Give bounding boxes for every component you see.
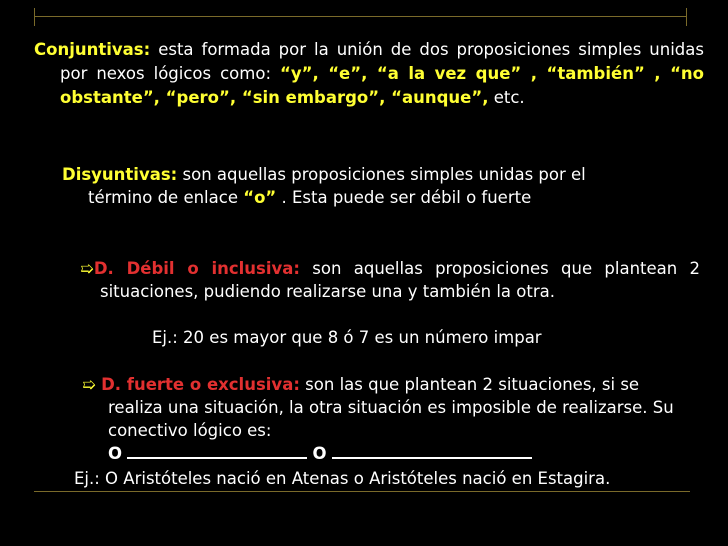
- disyuntivas-paragraph: [62, 163, 652, 209]
- fuerte-text: son las que plantean 2 situaciones, si se realiza una situación, la otra situación es imposible de realizarse. Su conectivo lógico es:: [108, 375, 674, 440]
- fuerte-connective-2: O: [312, 444, 327, 463]
- fuerte-connective-1: O: [108, 444, 123, 463]
- debil-text: son aquellas proposiciones que plantean 2 situaciones, pudiendo realizarse una y también la otra.: [100, 259, 701, 301]
- top-rule-tick-right: [686, 8, 687, 26]
- fuerte-blank-2: [332, 457, 532, 459]
- fuerte-paragraph: [82, 373, 682, 465]
- top-rule: [34, 16, 686, 17]
- conjuntivas-term: Conjuntivas:: [34, 40, 151, 59]
- bottom-rule: [34, 491, 690, 492]
- fuerte-example: Ej.: O Aristóteles nació en Atenas o Aristóteles nació en Estagira.: [74, 469, 611, 488]
- debil-paragraph: [80, 257, 700, 303]
- disyuntivas-term: Disyuntivas:: [62, 165, 178, 184]
- conjuntivas-paragraph: [34, 38, 704, 110]
- debil-term: D. Débil o inclusiva:: [93, 259, 301, 278]
- conjuntivas-text: esta formada por la unión de dos proposiciones simples unidas por nexos lógicos como:: [60, 40, 704, 83]
- arrow-icon: ➯: [80, 259, 94, 278]
- disyuntivas-text: son aquellas proposiciones simples unidas por el término de enlace: [88, 165, 586, 207]
- arrow-icon: ➯: [82, 375, 96, 394]
- conjuntivas-nexos: “y”, “e”, “a la vez que” , “también” , “no obstante”, “pero”, “sin embargo”, “aunque”,: [60, 64, 704, 107]
- fuerte-blank-1: [127, 457, 307, 459]
- disyuntivas-text-end: . Esta puede ser débil o fuerte: [276, 188, 532, 207]
- conjuntivas-etc: etc.: [488, 88, 525, 107]
- fuerte-term: D. fuerte o exclusiva:: [101, 375, 300, 394]
- debil-example: Ej.: 20 es mayor que 8 ó 7 es un número impar: [152, 328, 542, 347]
- top-rule-tick-left: [34, 8, 35, 26]
- disyuntivas-enlace: “o”: [243, 188, 277, 207]
